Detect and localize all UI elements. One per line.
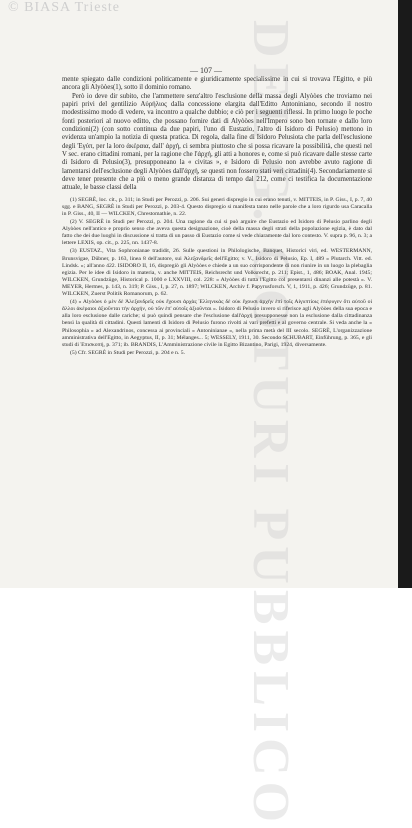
scan-edge: [398, 0, 412, 588]
page-content: [62, 76, 372, 358]
footnote: (1) SEGRÈ, loc. cit., p. 311; in Studi per Perozzi, p. 206. Sui generi dispregio in cui erano tenuti, v. MITTEIS, in P. Giss., I, p. 7, 40 sgg. e BANG, SEGRÈ in Studi per Perozzi, p. 203-4. Questo dispregio si manifesta tanto nelle parole che a loro rigurdo usa Caracalla in P. Giss., 40, II — WILCKEN, Chrestomathie, n. 22.: [62, 196, 372, 217]
footnote: (3) EUSTAZ., Vita Sophronianae tradidit, 26. Sulle questioni in Philologische, Banquet, Historici viri, ed. WESTERMANN, Brunsvigae, Dübner, p. 163, linea 8 dell'autore, sui Ἀλεξανδρεῖς dell'Egitto; v. V., Isidoro di Pelusio, Ep. I, 489 « Plutarch. Vitt. ed. Lindsk. »; all'anno 422. ISIDORO II, 16, dispregiò gli Alyòòes e chiede a un suo corrispondente di non riunire in un luogo la plebaglia egizia. Per le idee di Isidoro in materia, v. anche MITTEIS, Reichsrecht und Volksrecht, p. 211; Epist., 1, 486; BOAK, Anal. 1945; WILCKEN, Grundzüge, Historical p. 1000 e LXXVIII, col. 228: « Alyòòes di tutta l'Egitto col presentarsi dinanzi alle potestà ». V. MEYER, Hermes, p. 143, n. 319; P. Giss., I, p. 27, n. 1897; WILCKEN, Archiv f. Papyrusforsch. V, 1, 1911, p. 426; Grundzüge, p. 81. WILCKEN, Zuerst Politik Romanorum, p. 62.: [62, 248, 372, 298]
footnote: (5) Cfr. SEGRÈ in Studi per Perozzi, p. 204 e n. 5.: [70, 349, 185, 356]
watermark-side: DEL G. COTURI PUBBLICO: [242, 20, 299, 828]
main-text: [62, 76, 372, 193]
watermark-top: © BIASA Trieste: [8, 0, 120, 15]
body-paragraph: mente spiegato dalle condizioni politicamente e giuridicamente specialissime in cui si trovava l'Egitto, e più ancora gli Alyòòes(1), sotto il dominio romano.: [62, 76, 372, 92]
footnote: (2) V. SEGRÈ in Studi per Perozzi, p. 204. Una ragione da cui si può arguire che Eustazio ed Isidoro di Pelusio parlino degli Alyòòes nell'antico e proprio senso che aveva questa designazione, cioè della massa degli strati della popolazione egizia, è dato dal fatto che dei due luoghi in discussione si tratta di un passo di Eustazio come si vede chiaramente dal loro contesto. V. supra p. 96, n. 3; a lettere LEXIS, op. cit., p. 225, nn. 1437-8.: [62, 219, 373, 247]
body-paragraph: Però io deve dir subito, che l'ammettere senz'altro l'esclusione della massa degli Alyòòes che troviamo nei papiri privi del gentilizio Aὐρήλιος dalla concessione elargita dall'Editto Antoniniano, secondo il nostro modestissimo modo di vedere, va incontro a qualche dubbio; e ciò per i seguenti riflessi. In primo luogo le poche fonti posteriori al nuovo editto, che possano fornire dati di Alyòòes nell'Impero sono ben tornate e dallo loro condizioni(2) (con sotto continua da due papiri, l'uno di Eustazio, l'altro di Isidoro di Pelusio) mettono in evidenza un'ampio la notizia di questa pratica. Di regola, dalla fine di Isidoro Pelusiota che parla dell'esclusione degli Ἐγύπ, per la loro ἀκέραια, dall' ἀρχή, ci sembra piuttosto che si possa ricavare la possibilità, che questi nel V sec. erano cittadini romani, per la ragione che l'ἀρχή, gli atti a honores e, come si può ricavare dalle stesse carte di Isidoro di Pelusio(3), presupponeano la « civitas », e Isidoro di Pelusio non avrebbe avuto ragione di lamentarsi dell'esclusione degli Alyòòes dall'ἀρχή, se questi non fossero stati veri cittadini(4). Secondariamente si deve tener presente che a più o meno grande distanza di tempo dal 212, come ci testifica la documentazione attuale, le basse classi della: [62, 92, 372, 192]
page-number: — 107 —: [190, 66, 222, 75]
footnotes: [62, 197, 372, 357]
footnote: (4) « Alyòòes ὁ μὲν δὲ Ἀλεξανδρεῖς οὐκ ἔχουσι ἀρχὰς Ἑλληνικὰς δὲ οὐκ ἔχουσι ἀρχὴν ἐπί τοῖς Αἰγυπτίοις ἐπέφυγεν ὅτι αὐτοῦ οἱ ἄλλοι ἀκέραιοι ἀξιοῦνται τὴν ἀρχήν, οὐ τῶν ἐπ' αὐτοῖς ἀξιοῦνται ». Isidoro di Pelusio invero si riferisce agli Alyòòes della sua epoca e alla loro esclusione dalle cariche; si può quindi pensare che l'esclusione dall'ἀρχή presupponesse non la esclusione dalla cittadinanza bensì la qualità di cittadini. Questi lamenti di Isidoro di Pelusio furono rivolti ai vari prefetti e al governo centrale. Si veda anche la « Philosophia » ad Alexandrinos, concessa ai provinciali « Antoninianae », nella prima metà del III secolo. SEGRÈ, L'organizzazione amministrativa dell'Egitto, in Aegyptus, II, p. 31; Mélanges... 5; WESSELY, 1911, 30. Secondo SCHUBART, Einführung, p. 365, e gli studi di Ἐπισκοπή, p. 371; ib. BRANDIS, L'Amministrazione civile in Egitto Bizantino, Parigi, 1924, diversamente.: [62, 299, 372, 348]
